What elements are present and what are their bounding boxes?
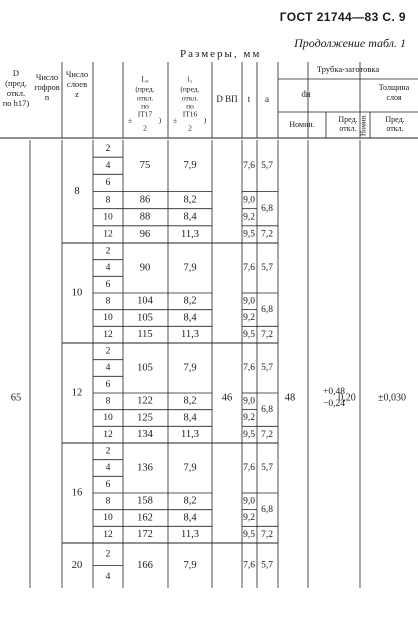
wall-dev-value: ±0,030 [378,392,406,404]
t-cell: 7,6 [243,263,255,274]
t-cell: 9,2 [243,313,255,324]
l0-cell: 115 [137,329,153,341]
col-head-l0: откл. [136,93,154,103]
col-head-l0: ) [158,115,162,125]
a-cell: 5,7 [261,160,273,171]
t-cell: 9,5 [243,329,255,340]
l0-cell: 125 [137,412,153,424]
col-head-l1: ± [172,115,178,125]
a-cell: 7,2 [261,229,273,240]
layers-cell: 8 [105,396,111,407]
l0-cell: 104 [137,295,153,307]
a-cell: 5,7 [261,363,273,374]
l1-cell: 7,9 [183,362,197,374]
a-cell: 6,8 [261,404,273,415]
l0-cell: 86 [139,194,151,206]
col-head-dvn: D ВП [216,94,238,105]
a-cell: 5,7 [261,463,273,474]
col-head-a: a [265,94,269,105]
t-cell: 9,2 [243,413,255,424]
col-head-wall: Толщина [378,82,410,92]
col-head-l1: по [186,101,194,111]
a-cell: 7,2 [261,529,273,540]
col-head-layers: z [75,88,79,99]
layers-cell: 12 [103,229,113,240]
l0-cell: 166 [137,559,153,571]
col-head-l1: l₁ [187,74,193,84]
col-head-pred: откл. [339,123,357,133]
col-head-l1: 2 [188,123,192,133]
col-head-nomin: Номин. [289,119,315,129]
layers-cell: 6 [105,279,111,290]
dn-nom-value: 48 [284,392,296,404]
col-head-dn: dн [301,89,311,100]
t-cell: 7,6 [243,463,255,474]
ribs-cell: 12 [71,387,83,399]
layers-cell: 12 [103,429,113,440]
dn-dev-lower: −0,24 [323,399,345,410]
l0-cell: 105 [137,312,153,324]
a-cell: 6,8 [261,203,273,214]
layers-cell: 6 [105,479,111,490]
col-head-layers: Число [65,68,89,79]
l0-cell: 134 [137,429,153,441]
a-cell: 6,8 [261,504,273,515]
t-cell: 7,6 [243,363,255,374]
layers-cell: 4 [105,363,111,374]
col-head-ribs: Число [35,71,59,82]
layers-cell: 8 [105,195,111,206]
dvn-value: 46 [221,392,233,404]
standard-header: ГОСТ 21744—83 С. 9 [279,10,406,24]
col-head-l0: IT17 [137,109,153,119]
layers-cell: 12 [103,329,113,340]
layers-cell: 4 [105,463,111,474]
col-head-l1: откл. [181,93,199,103]
col-head-ribs: гофров [34,81,60,92]
l0-cell: 88 [139,211,151,223]
l0-cell: 122 [137,395,153,407]
col-head-l0: 2 [143,123,147,133]
layers-cell: 2 [105,346,111,357]
l0-cell: 162 [137,512,153,524]
a-cell: 7,2 [261,429,273,440]
col-head-l1: ) [203,115,207,125]
t-cell: 9,2 [243,513,255,524]
layers-cell: 2 [105,549,111,560]
ribs-cell: 10 [71,287,83,299]
a-cell: 6,8 [261,304,273,315]
t-cell: 9,5 [243,529,255,540]
layers-cell: 6 [105,379,111,390]
layers-cell: 2 [105,143,111,154]
l1-cell: 8,2 [183,495,197,507]
l0-cell: 136 [137,462,153,474]
l1-cell: 7,9 [183,462,197,474]
t-cell: 9,0 [243,396,255,407]
l0-cell: 172 [137,529,153,541]
dn-dev-upper: +0,48 [323,387,345,398]
col-head-pred: Пред. [338,114,358,124]
col-head-d: D [12,67,20,78]
ribs-cell: 20 [71,559,83,571]
l1-cell: 8,4 [183,312,197,324]
l1-cell: 8,4 [183,211,197,223]
sizes-label: Размеры, мм [180,48,262,60]
l1-cell: 8,4 [183,412,197,424]
l1-cell: 8,2 [183,395,197,407]
l1-cell: 11,3 [181,329,199,341]
layers-cell: 12 [103,529,113,540]
col-head-l1: IT16 [182,109,198,119]
col-head-t: t [247,94,251,105]
l1-cell: 7,9 [183,559,197,571]
layers-cell: 2 [105,446,111,457]
col-head-l0: ± [127,115,133,125]
col-head-l0: по [141,101,149,111]
col-head-tube: Трубка-заготовка [316,63,380,74]
layers-cell: 4 [105,160,111,171]
t-cell: 9,2 [243,212,255,223]
col-head-d: по h17) [2,97,30,108]
layers-cell: 4 [105,263,111,274]
ribs-cell: 16 [71,487,83,499]
t-cell: 7,6 [243,560,255,571]
continuation-label: Продолжение табл. 1 [294,36,406,50]
l0-cell: 75 [139,160,151,172]
l1-cell: 7,9 [183,160,197,172]
layers-cell: 10 [103,212,113,223]
l0-cell: 158 [137,495,153,507]
col-head-wall-nomin: Номин. [359,113,368,137]
l0-cell: 105 [137,362,153,374]
col-head-wall-pred: Пред. [385,114,405,124]
a-cell: 7,2 [261,329,273,340]
l1-cell: 8,2 [183,295,197,307]
wall-nom-value: 0,20 [338,392,356,404]
layers-cell: 10 [103,513,113,524]
layers-cell: 10 [103,413,113,424]
layers-cell: 8 [105,296,111,307]
col-head-l0: L₀ [141,74,149,84]
col-head-layers: слоев [66,78,88,89]
t-cell: 9,5 [243,429,255,440]
t-cell: 9,5 [243,229,255,240]
l1-cell: 8,2 [183,194,197,206]
col-head-l1: (пред. [180,84,200,94]
t-cell: 7,6 [243,160,255,171]
col-head-d: откл. [6,87,26,98]
col-head-wall: слоя [386,92,402,102]
layers-cell: 6 [105,178,111,189]
ribs-cell: 8 [74,185,80,197]
col-head-wall-pred: откл. [386,123,404,133]
a-cell: 5,7 [261,560,273,571]
l1-cell: 7,9 [183,262,197,274]
a-cell: 5,7 [261,263,273,274]
l1-cell: 8,4 [183,512,197,524]
l1-cell: 11,3 [181,429,199,441]
col-head-l0: (пред. [135,84,155,94]
layers-cell: 10 [103,313,113,324]
col-head-d: (пред. [5,77,27,88]
layers-cell: 8 [105,496,111,507]
t-cell: 9,0 [243,496,255,507]
l1-cell: 11,3 [181,529,199,541]
l0-cell: 90 [139,262,151,274]
l1-cell: 11,3 [181,228,199,240]
layers-cell: 4 [105,571,111,582]
layers-cell: 2 [105,246,111,257]
l0-cell: 96 [139,228,151,240]
t-cell: 9,0 [243,195,255,206]
d-value: 65 [10,392,22,404]
t-cell: 9,0 [243,296,255,307]
col-head-ribs: n [44,91,50,102]
